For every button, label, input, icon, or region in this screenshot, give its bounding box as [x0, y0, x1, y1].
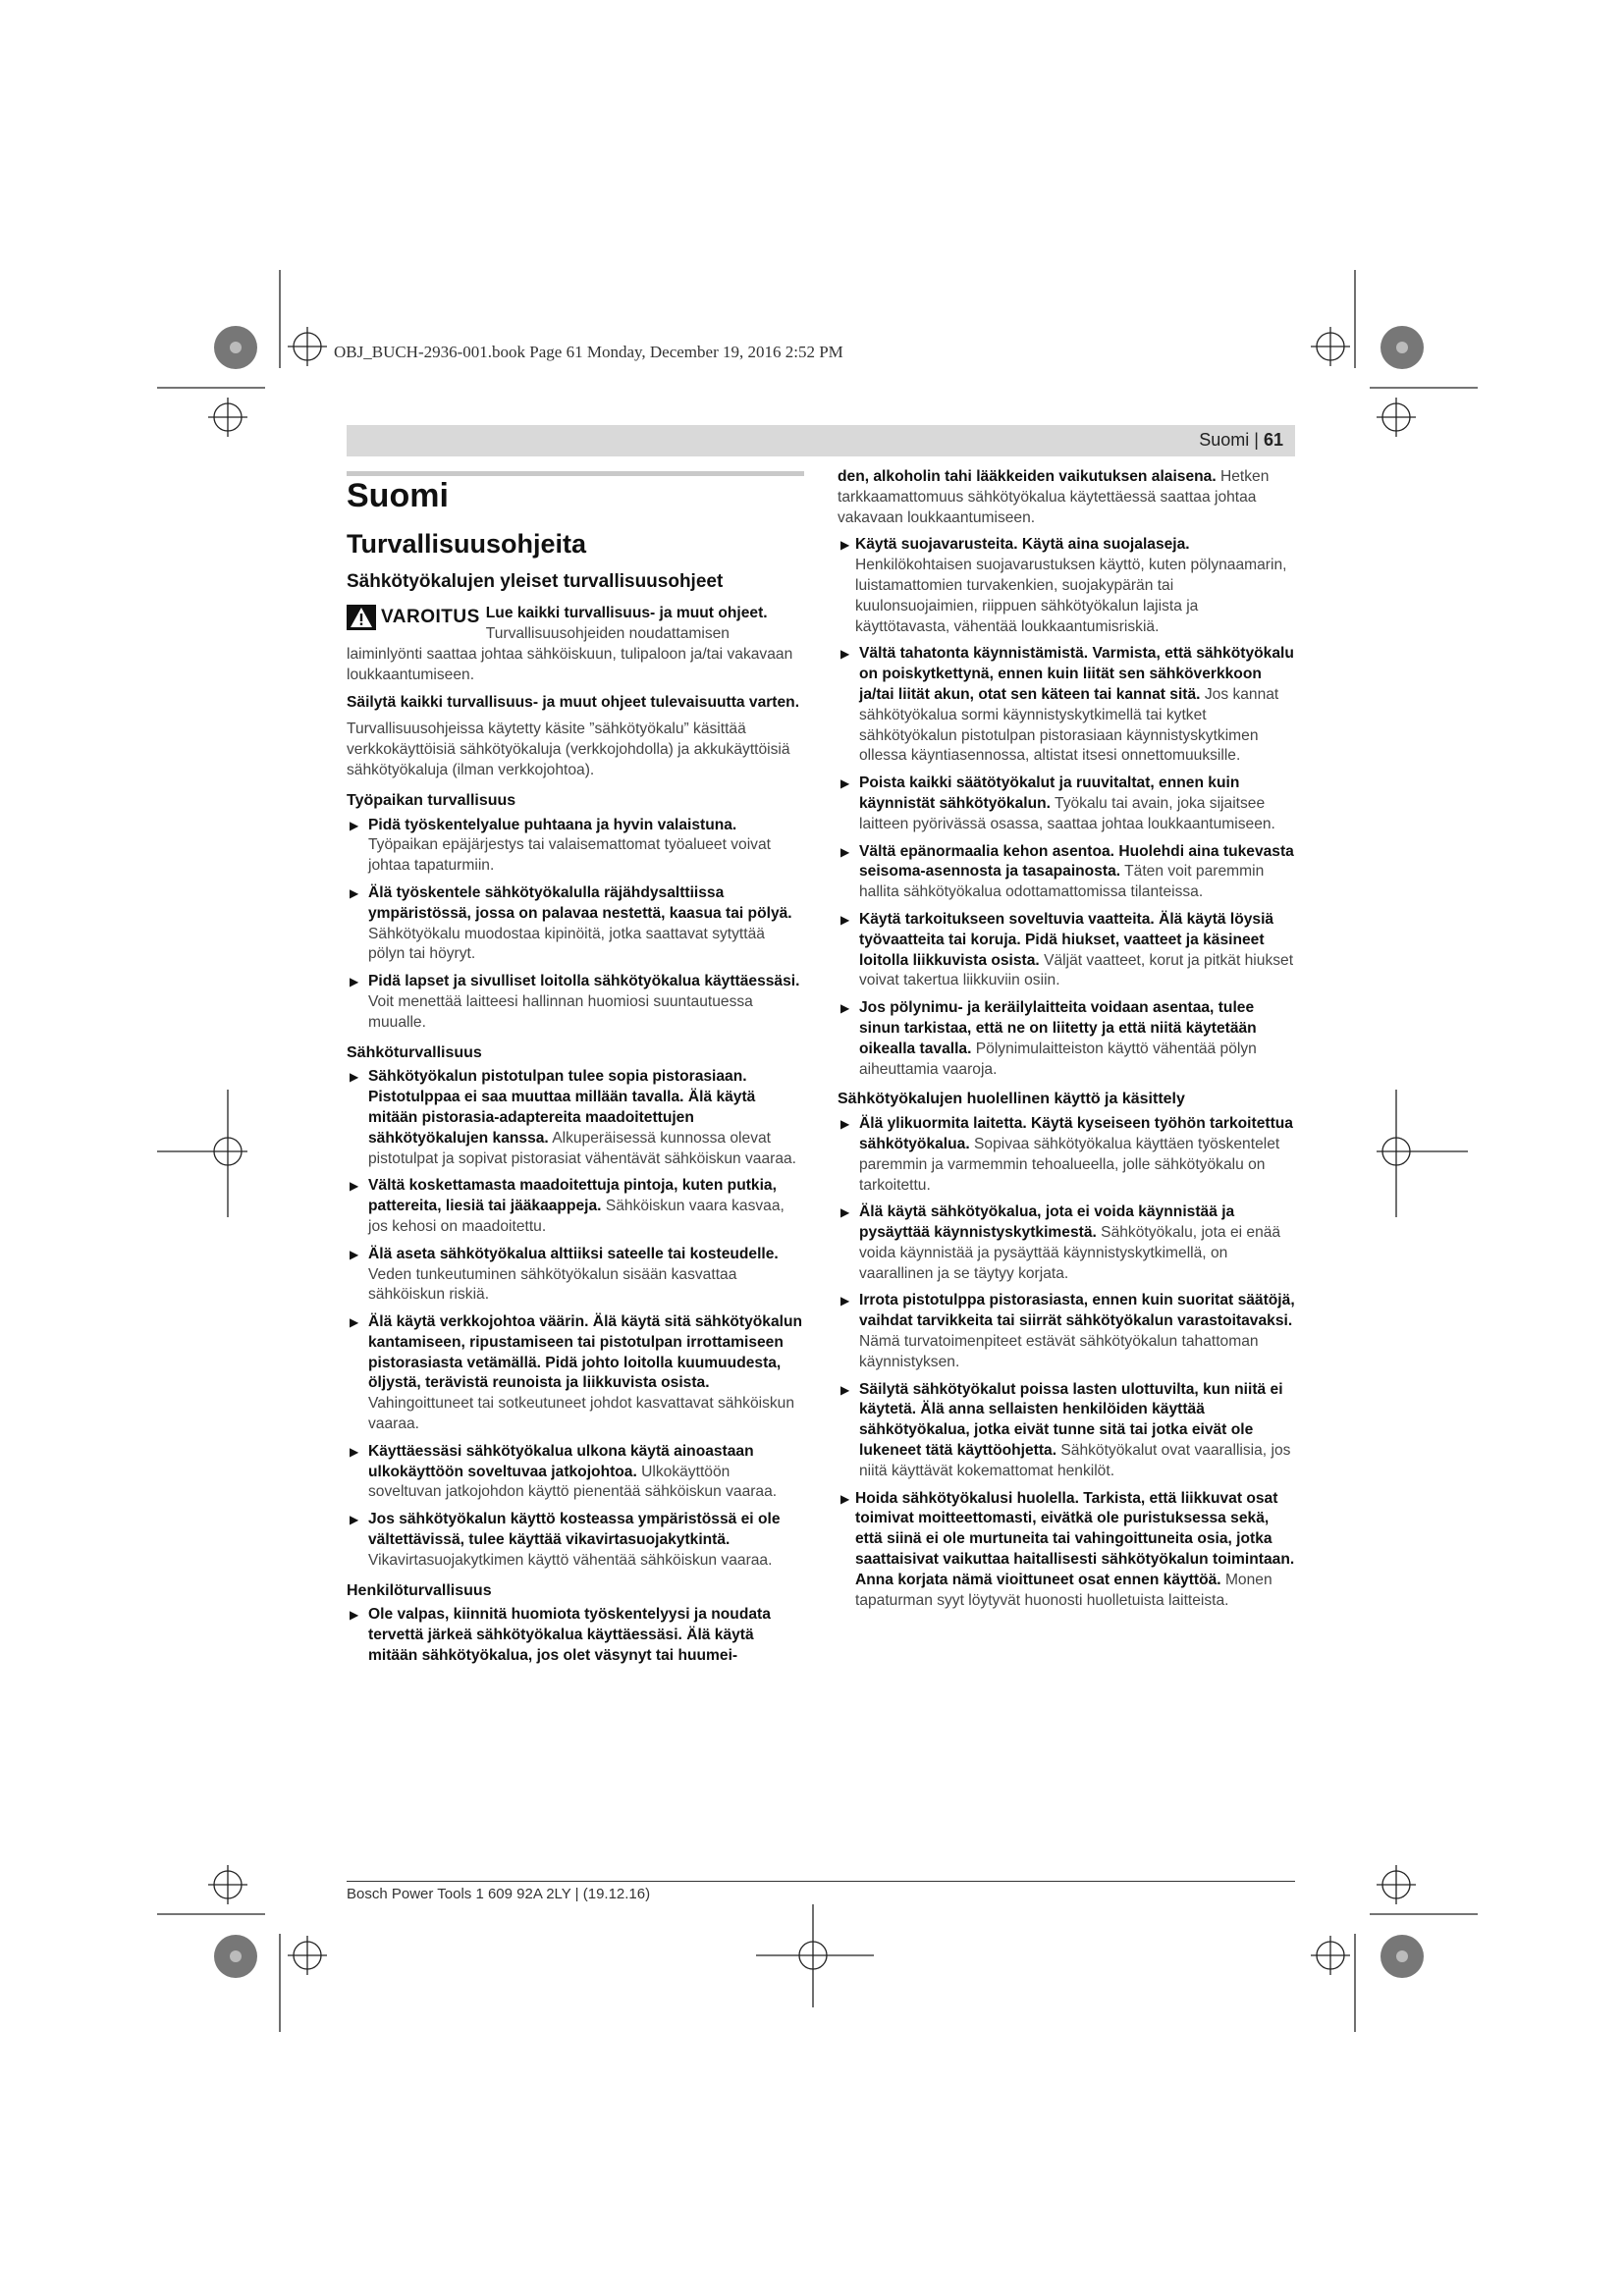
bullet-triangle-icon: ▶	[350, 1247, 359, 1261]
save-notice: Säilytä kaikki turvallisuus- ja muut ohjeet tulevaisuutta varten.	[347, 693, 800, 711]
list-item: ▶ Käytä tarkoitukseen soveltuvia vaatteita. Älä käytä löysiä työvaatteita tai koruja. Pidä hiukset, vaatteet ja käsineet loitolla liikkuvista osista. Väljät vaatteet, korut ja pitkät hiukset voivat takertua liikkuviin osiin.	[840, 910, 1294, 989]
list-item: ▶ Vältä epänormaalia kehon asentoa. Huolehdi aina tukevasta seisoma-asennosta ja tasapainosta. Täten voit paremmin hallita sähkötyökalua odottamattomissa tilanteissa.	[840, 842, 1294, 901]
list-item-continued: den, alkoholin tahi lääkkeiden vaikutuksen alaisena. Hetken tarkkaamattomuus sähkötyökalua käytettäessä saattaa johtaa vakavaan loukkaantumiseen.	[838, 468, 1270, 526]
list-item: ▶ Älä käytä verkkojohtoa väärin. Älä käytä sitä sähkötyökalun kantamiseen, ripustamiseen tai pistotulpan irrottamiseen pistorasiasta vetämällä. Pidä johto loitolla kuumuudesta, öljystä, terävistä reunoista ja liikkuvista osista. Vahingoittuneet tai sotkeutuneet johdot kasvattavat sähköiskun vaaraa.	[350, 1313, 803, 1433]
running-head-lang: Suomi	[1199, 430, 1250, 450]
bullet-triangle-icon: ▶	[350, 1513, 359, 1527]
bullet-triangle-icon: ▶	[840, 1117, 850, 1132]
running-head-bar	[347, 425, 1295, 456]
warning-label: VAROITUS	[381, 606, 480, 627]
list-item: ▶ Vältä tahatonta käynnistämistä. Varmista, että sähkötyökalu on poiskytkettynä, ennen kuin liität sen sähköverkkoon ja/tai liität akun, otat sen käteen tai kannat sitä. Jos kannat sähkötyökalua sormi käynnistyskytkimellä tai kytket sähkötyökalun pistotulpan pistorasiaan käynnistyskytkimen ollessa käyntiasennossa, altistat itsesi onnettomuuksille.	[840, 645, 1294, 765]
list-item: ▶ Älä ylikuormita laitetta. Käytä kyseiseen työhön tarkoitettua sähkötyökalua. Sopivaa sähkötyökalua käyttäen työskentelet paremmin ja varmemmin tehoalueella, jolle sähkötyökalu on tarkoitettu.	[840, 1115, 1293, 1194]
warning-text: Turvallisuusohjeiden noudattamisen laiminlyönti saattaa johtaa sähköiskuun, tulipaloon ja/tai vakavaan loukkaantumiseen.	[347, 625, 793, 683]
bullet-triangle-icon: ▶	[350, 1608, 359, 1623]
bullet-triangle-icon: ▶	[350, 885, 359, 900]
bullet-triangle-icon: ▶	[350, 975, 359, 989]
list-item: ▶ Ole valpas, kiinnitä huomiota työskentelyysi ja noudata tervettä järkeä sähkötyökalua käyttäessäsi. Älä käytä mitään sähkötyökalua, jos olet väsynyt tai huumei-	[350, 1606, 771, 1665]
bullet-triangle-icon: ▶	[350, 1444, 359, 1459]
bullet-triangle-icon: ▶	[840, 1205, 850, 1220]
list-item: ▶ Älä käytä sähkötyökalua, jota ei voida käynnistää ja pysäyttää käynnistyskytkimestä. Sähkötyökalu, jota ei enää voida käynnistää ja pysäyttää käynnistyskytkimellä, on vaarallinen ja se täytyy korjata.	[840, 1203, 1281, 1282]
bullet-triangle-icon: ▶	[840, 538, 850, 553]
bullet-triangle-icon: ▶	[840, 1491, 850, 1506]
heading-work-area: Työpaikan turvallisuus	[347, 791, 516, 809]
bullet-triangle-icon: ▶	[840, 912, 850, 927]
bullet-triangle-icon: ▶	[840, 776, 850, 791]
running-head-sep: |	[1249, 430, 1264, 450]
list-item: ▶ Käyttäessäsi sähkötyökalua ulkona käytä ainoastaan ulkokäyttöön soveltuvaa jatkojohtoa. Ulkokäyttöön soveltuvan jatkojohdon käyttö pienentää sähköiskun vaaraa.	[350, 1442, 778, 1501]
list-item: ▶ Poista kaikki säätötyökalut ja ruuvitaltat, ennen kuin käynnistät sähkötyökalun. Työkalu tai avain, joka sijaitsee laitteen pyörivässä osassa, saattaa johtaa loukkaantumiseen.	[840, 774, 1275, 832]
list-item: ▶ Älä työskentele sähkötyökalulla räjähdysalttiissa ympäristössä, jossa on palavaa nestettä, kaasua tai pölyä. Sähkötyökalu muodostaa kipinöitä, jotka saattavat sytyttää pölyn tai höyryt.	[350, 883, 792, 963]
language-rule	[347, 471, 804, 476]
warning-badge	[347, 605, 480, 630]
bullet-triangle-icon: ▶	[350, 1179, 359, 1194]
bullet-triangle-icon: ▶	[840, 1382, 850, 1397]
list-item: ▶ Jos sähkötyökalun käyttö kosteassa ympäristössä ei ole vältettävissä, tulee käyttää vikavirtasuojakytkintä. Vikavirtasuojakytkimen käyttö vähentää sähköiskun vaaraa.	[350, 1511, 781, 1569]
print-header: OBJ_BUCH-2936-001.book Page 61 Monday, December 19, 2016 2:52 PM	[334, 343, 843, 361]
running-head	[1199, 430, 1283, 451]
definition: Turvallisuusohjeissa käytetty käsite ”sähkötyökalu” käsittää verkkokäyttöisiä sähkötyökaluja (verkkojohdolla) ja akkukäyttöisiä sähkötyökaluja (ilman verkkojohtoa).	[347, 721, 790, 778]
footer: Bosch Power Tools 1 609 92A 2LY | (19.12.16)	[347, 1886, 651, 1902]
bullet-triangle-icon: ▶	[840, 647, 850, 662]
bullet-triangle-icon: ▶	[350, 1070, 359, 1085]
section-title: Turvallisuusohjeita	[347, 528, 587, 559]
list-item: ▶ Älä aseta sähkötyökalua alttiiksi sateelle tai kosteudelle. Veden tunkeutuminen sähkötyökalun sisään kasvattaa sähköiskun riskiä.	[350, 1245, 779, 1304]
left-column	[347, 471, 804, 1674]
list-item: ▶ Pidä työskentelyalue puhtaana ja hyvin valaistuna. Työpaikan epäjärjestys tai valaisemattomat työalueet voivat johtaa tapaturmiin.	[350, 816, 771, 875]
heading-tool-use: Sähkötyökalujen huolellinen käyttö ja käsittely	[838, 1091, 1185, 1108]
list-item: ▶ Irrota pistotulppa pistorasiasta, ennen kuin suoritat säätöjä, vaihdat tarvikkeita tai siirrät sähkötyökalun varastoitavaksi. Nämä turvatoimenpiteet estävät sähkötyökalun tahattoman käynnistyksen.	[840, 1292, 1295, 1370]
warning-block	[347, 604, 804, 685]
subsection-title: Sähkötyökalujen yleiset turvallisuusohjeet	[347, 570, 724, 592]
bullet-triangle-icon: ▶	[840, 1294, 850, 1308]
warning-triangle-icon	[347, 605, 376, 630]
list-item: ▶ Jos pölynimu- ja keräilylaitteita voidaan asentaa, tulee sinun tarkistaa, että ne on liitetty ja että niitä käytetään oikealla tavalla. Pölynimulaitteiston käyttö vähentää pölyn aiheuttamia vaaroja.	[840, 999, 1257, 1078]
list-item: ▶ Hoida sähkötyökalusi huolella. Tarkista, että liikkuvat osat toimivat moitteettomasti, eivätkä ole puristuksessa sekä, että siinä ei ole murtuneita tai vahingoittuneita osia, jotka saattaisivat vaikuttaa haitallisesti sähkötyökalun toimintaan. Anna korjata nämä vioittuneet osat ennen käyttöä. Monen tapaturman syyt löytyvät huonosti huolletuista laitteista.	[840, 1489, 1295, 1609]
bullet-triangle-icon: ▶	[350, 818, 359, 832]
bullet-triangle-icon: ▶	[840, 1001, 850, 1016]
bullet-triangle-icon: ▶	[840, 844, 850, 859]
page-number: 61	[1263, 430, 1283, 450]
page-title: Suomi	[347, 477, 449, 514]
warning-bold: Lue kaikki turvallisuus- ja muut ohjeet.	[485, 605, 768, 622]
list-item: ▶ Sähkötyökalun pistotulpan tulee sopia pistorasiaan. Pistotulppaa ei saa muuttaa millään tavalla. Älä käytä mitään pistorasia-adaptereita maadoitettujen sähkötyökalujen kanssa. Alkuperäisessä kunnossa olevat pistotulpat ja sopivat pistorasiat vähentävät sähköiskun vaaraa.	[350, 1068, 797, 1167]
list-item: ▶ Säilytä sähkötyökalut poissa lasten ulottuvilta, kun niitä ei käytetä. Älä anna sellaisten henkilöiden käyttää sähkötyökalua, jotka eivät tunne sitä tai jotka eivät ole lukeneet tätä käyttöohjetta. Sähkötyökalut ovat vaarallisia, jos niitä käyttävät kokemattomat henkilöt.	[840, 1380, 1291, 1479]
bullet-triangle-icon: ▶	[350, 1315, 359, 1330]
heading-personal: Henkilöturvallisuus	[347, 1581, 492, 1599]
heading-electrical: Sähköturvallisuus	[347, 1043, 482, 1061]
footer-rule	[347, 1881, 1295, 1882]
list-item: ▶ Käytä suojavarusteita. Käytä aina suojalaseja. Henkilökohtaisen suojavarustuksen käyttö, kuten pölynaamarin, luistamattomien turvakenkien, suojakypärän tai kuulonsuojaimien, riippuen sähkötyökalun lajista ja käyttötavasta, vähentää loukkaantumisriskiä.	[840, 536, 1287, 635]
list-item: ▶ Pidä lapset ja sivulliset loitolla sähkötyökalua käyttäessäsi. Voit menettää laitteesi hallinnan huomiosi suuntautuessa muualle.	[350, 973, 800, 1031]
list-item: ▶ Vältä koskettamasta maadoitettuja pintoja, kuten putkia, pattereita, liesiä tai jääkaappeja. Sähköiskun vaara kasvaa, jos kehosi on maadoitettu.	[350, 1177, 785, 1235]
right-column	[838, 467, 1295, 1618]
